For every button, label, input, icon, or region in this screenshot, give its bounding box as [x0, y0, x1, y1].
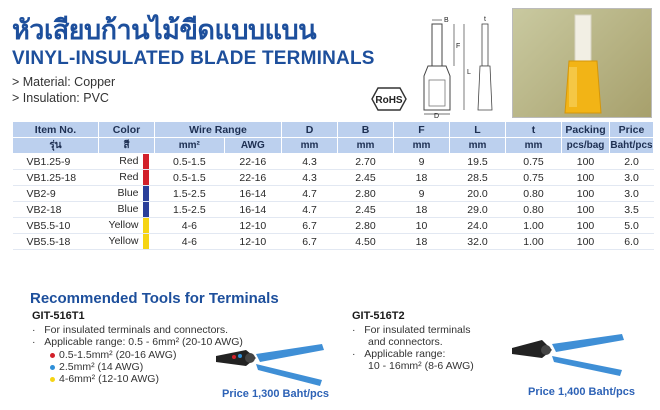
range-dot-icon [50, 353, 55, 358]
material-spec: > Material: Copper [12, 75, 116, 89]
tool2-line1: · For insulated terminals [352, 324, 471, 336]
th2-f-unit: mm [394, 138, 450, 154]
th-d: D [282, 122, 338, 138]
cell-f: 18 [394, 202, 450, 218]
th2-price-unit: Baht/pcs [610, 138, 654, 154]
cell-f: 9 [394, 186, 450, 202]
th-color: Color [99, 122, 155, 138]
th2-mm2: mm² [155, 138, 225, 154]
cell-mm2: 1.5-2.5 [155, 202, 225, 218]
cell-l: 19.5 [450, 154, 506, 170]
crimping-tool-2-image [508, 330, 626, 381]
tool1-line2: · Applicable range: 0.5 - 6mm² (20-10 AWG) [32, 336, 243, 348]
cell-packing: 100 [562, 234, 610, 250]
color-label: Blue [117, 187, 139, 200]
th2-b-unit: mm [338, 138, 394, 154]
cell-b: 2.70 [338, 154, 394, 170]
cell-t: 0.80 [506, 186, 562, 202]
cell-item: VB5.5-18 [13, 234, 99, 250]
cell-d: 4.7 [282, 202, 338, 218]
th2-item-thai: รุ่น [13, 138, 99, 154]
page-title: VINYL-INSULATED BLADE TERMINALS [12, 48, 375, 69]
cell-item: VB1.25-9 [13, 154, 99, 170]
cell-awg: 16-14 [224, 186, 281, 202]
cell-b: 4.50 [338, 234, 394, 250]
cell-color [99, 202, 155, 218]
th2-awg: AWG [224, 138, 281, 154]
tool1-line1: · For insulated terminals and connectors. [32, 324, 229, 336]
dim-label-t: t [484, 16, 486, 23]
color-swatch [143, 154, 149, 169]
cell-packing: 100 [562, 170, 610, 186]
cell-item: VB2-9 [13, 186, 99, 202]
insulation-spec: > Insulation: PVC [12, 91, 109, 105]
tool2-line1b: and connectors. [368, 336, 443, 348]
cell-awg: 12-10 [224, 234, 281, 250]
cell-d: 4.3 [282, 170, 338, 186]
th2-t-unit: mm [506, 138, 562, 154]
cell-price: 5.0 [610, 218, 654, 234]
cell-d: 4.7 [282, 186, 338, 202]
th2-packing-unit: pcs/bag [562, 138, 610, 154]
cell-t: 0.75 [506, 170, 562, 186]
cell-packing: 100 [562, 186, 610, 202]
cell-awg: 22-16 [224, 170, 281, 186]
tool2-price: Price 1,400 Baht/pcs [528, 386, 636, 398]
color-swatch [143, 202, 149, 217]
cell-d: 6.7 [282, 218, 338, 234]
tool1-range-1: 0.5-1.5mm² (20-16 AWG) [50, 349, 176, 361]
tool1-price: Price 1,300 Baht/pcs [222, 388, 330, 400]
cell-mm2: 4-6 [155, 218, 225, 234]
th-item: Item No. [13, 122, 99, 138]
color-label: Red [119, 155, 139, 168]
cell-l: 32.0 [450, 234, 506, 250]
cell-price: 6.0 [610, 234, 654, 250]
th2-d-unit: mm [282, 138, 338, 154]
cell-color [99, 234, 155, 250]
tool2-line2: · Applicable range: [352, 348, 446, 360]
table-row [13, 202, 654, 218]
tool1-name: GIT-516T1 [32, 310, 85, 322]
color-swatch [143, 170, 149, 185]
cell-t: 0.75 [506, 154, 562, 170]
color-label: Blue [117, 203, 139, 216]
cell-b: 2.45 [338, 202, 394, 218]
th-price: Price [610, 122, 654, 138]
cell-mm2: 0.5-1.5 [155, 170, 225, 186]
cell-awg: 22-16 [224, 154, 281, 170]
crimping-tool-1-image [212, 340, 327, 391]
table-row [13, 154, 654, 170]
cell-t: 1.00 [506, 218, 562, 234]
thai-title: หัวเสียบก้านไม้ขีดแบบแบน [12, 15, 317, 46]
cell-color [99, 170, 155, 186]
th-packing: Packing [562, 122, 610, 138]
range-dot-icon [50, 377, 55, 382]
cell-f: 18 [394, 234, 450, 250]
cell-b: 2.80 [338, 218, 394, 234]
dimension-diagram [414, 14, 506, 118]
table-row [13, 218, 654, 234]
spec-table [12, 121, 654, 250]
th2-color-thai: สี [99, 138, 155, 154]
cell-b: 2.80 [338, 186, 394, 202]
cell-l: 28.5 [450, 170, 506, 186]
th-t: t [506, 122, 562, 138]
rohs-label: RoHS [375, 95, 403, 106]
th2-l-unit: mm [450, 138, 506, 154]
color-swatch [143, 218, 149, 233]
table-row [13, 186, 654, 202]
cell-price: 3.0 [610, 170, 654, 186]
tool2-line3: 10 - 16mm² (8-6 AWG) [368, 360, 474, 372]
cell-item: VB5.5-10 [13, 218, 99, 234]
th-l: L [450, 122, 506, 138]
th-wire-range: Wire Range [155, 122, 282, 138]
th-b: B [338, 122, 394, 138]
cell-price: 3.5 [610, 202, 654, 218]
tool1-range-2: 2.5mm² (14 AWG) [50, 361, 143, 373]
dim-label-f: F [456, 43, 461, 50]
tool1-range-3: 4-6mm² (12-10 AWG) [50, 373, 159, 385]
product-photo [512, 8, 652, 118]
color-label: Yellow [108, 235, 139, 248]
table-row [13, 234, 654, 250]
color-label: Yellow [108, 219, 139, 232]
cell-d: 6.7 [282, 234, 338, 250]
cell-item: VB1.25-18 [13, 170, 99, 186]
cell-l: 29.0 [450, 202, 506, 218]
dim-label-l: L [467, 69, 471, 76]
color-swatch [143, 186, 149, 201]
cell-price: 3.0 [610, 186, 654, 202]
cell-d: 4.3 [282, 154, 338, 170]
cell-mm2: 4-6 [155, 234, 225, 250]
cell-f: 9 [394, 154, 450, 170]
tool2-name: GIT-516T2 [352, 310, 405, 322]
dim-label-d: D [434, 113, 440, 118]
cell-color [99, 186, 155, 202]
cell-packing: 100 [562, 218, 610, 234]
tools-section-title: Recommended Tools for Terminals [30, 290, 279, 307]
cell-t: 1.00 [506, 234, 562, 250]
cell-mm2: 0.5-1.5 [155, 154, 225, 170]
dim-label-b: B [444, 17, 449, 24]
color-swatch [143, 234, 149, 249]
cell-packing: 100 [562, 202, 610, 218]
cell-price: 2.0 [610, 154, 654, 170]
cell-l: 20.0 [450, 186, 506, 202]
cell-f: 18 [394, 170, 450, 186]
cell-awg: 16-14 [224, 202, 281, 218]
range-dot-icon [50, 365, 55, 370]
cell-packing: 100 [562, 154, 610, 170]
cell-mm2: 1.5-2.5 [155, 186, 225, 202]
cell-t: 0.80 [506, 202, 562, 218]
th-f: F [394, 122, 450, 138]
table-row [13, 170, 654, 186]
cell-item: VB2-18 [13, 202, 99, 218]
cell-color [99, 154, 155, 170]
cell-l: 24.0 [450, 218, 506, 234]
cell-color [99, 218, 155, 234]
color-label: Red [119, 171, 139, 184]
rohs-badge [368, 86, 410, 112]
cell-b: 2.45 [338, 170, 394, 186]
cell-awg: 12-10 [224, 218, 281, 234]
cell-f: 10 [394, 218, 450, 234]
